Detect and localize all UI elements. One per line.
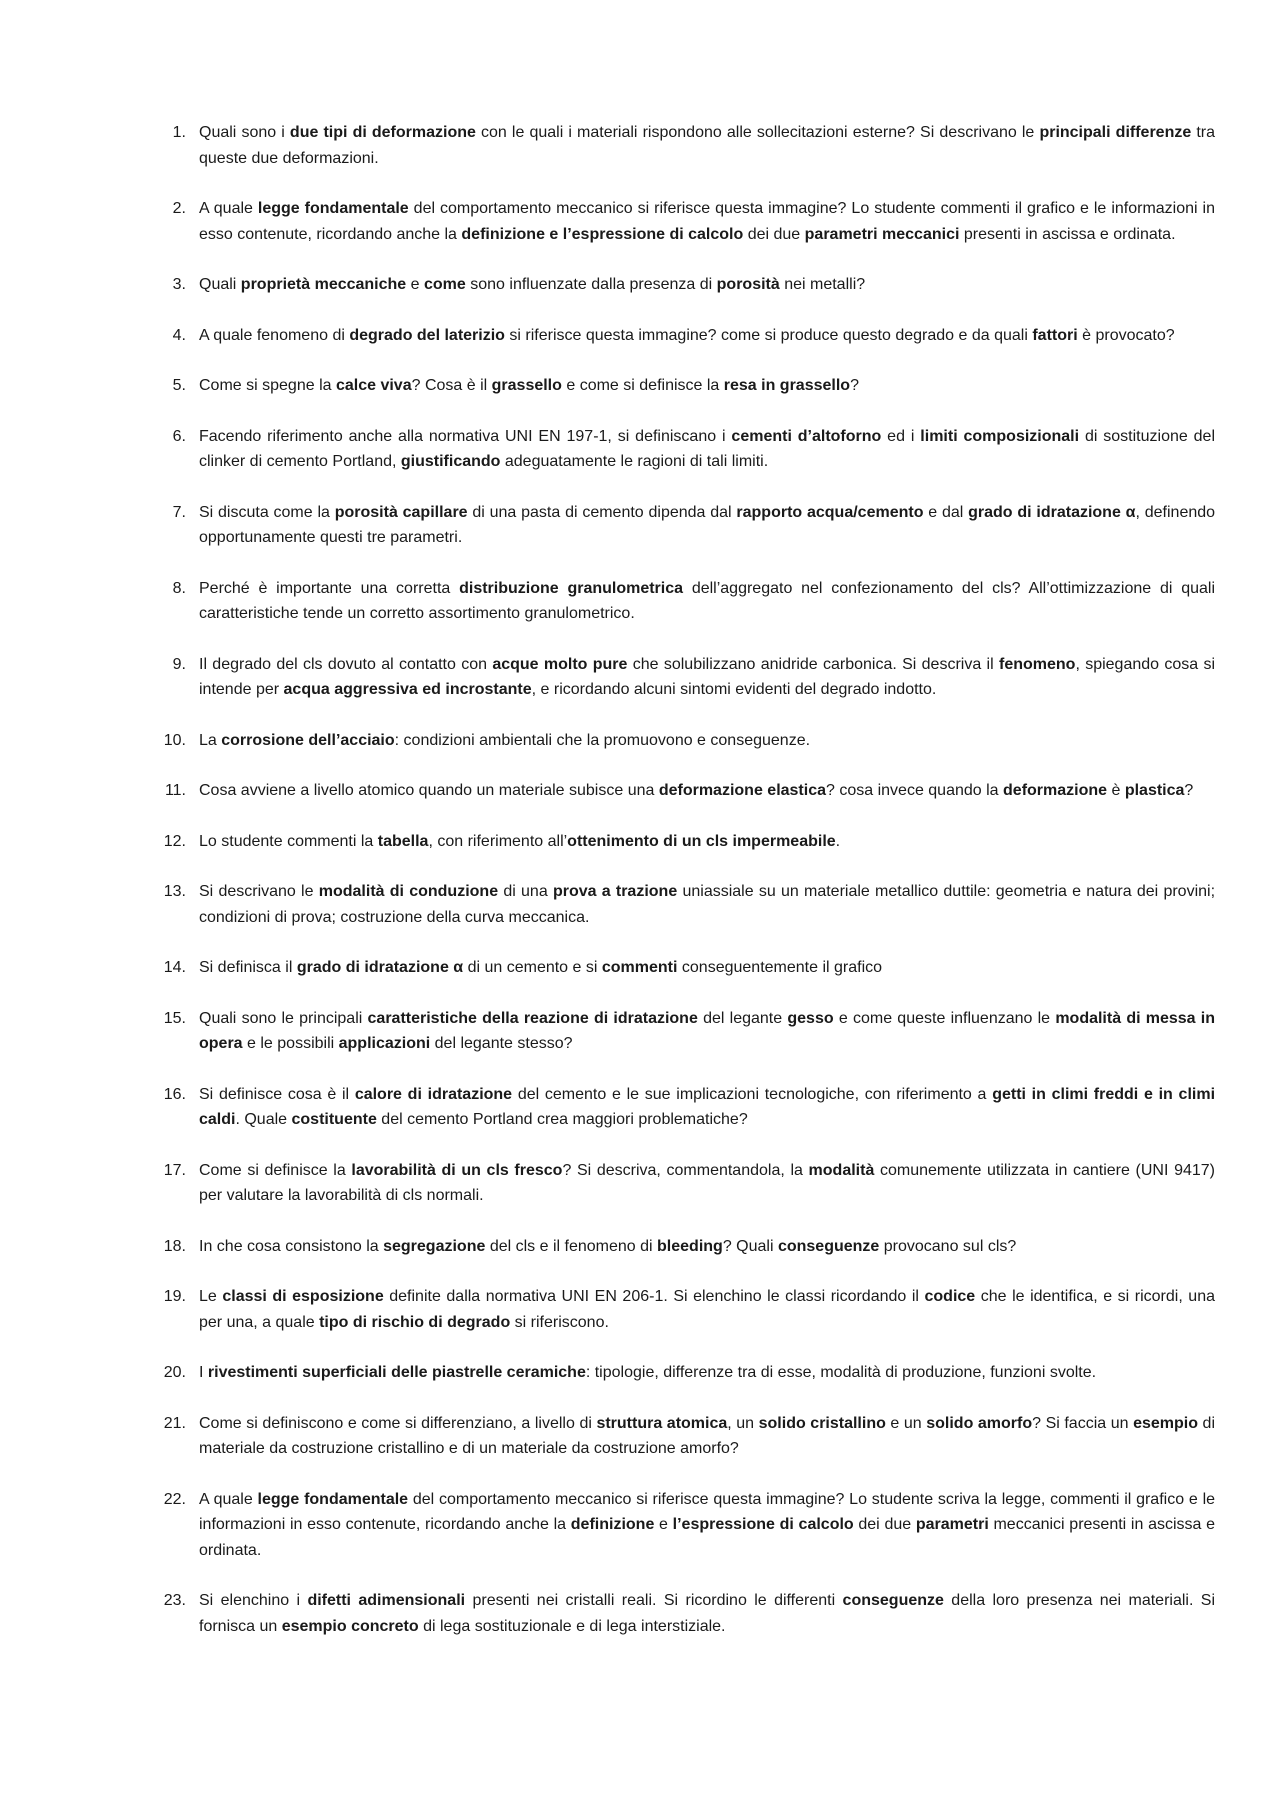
text-run: del legante stesso?: [430, 1035, 573, 1052]
bold-keyword: tipo di rischio di degrado: [319, 1313, 511, 1331]
question-text: [199, 732, 810, 749]
bold-keyword: lavorabilità di un cls fresco: [351, 1161, 563, 1179]
text-run: ? Si faccia un: [1032, 1414, 1134, 1432]
bold-keyword: calore di idratazione: [354, 1085, 513, 1103]
text-run: di materiale da costruzione cristallino e di un materiale da costruzione amorfo?: [199, 1414, 1215, 1457]
question-item: [160, 1588, 1215, 1639]
question-number: 4.: [172, 326, 186, 344]
bold-keyword: conseguenze: [842, 1592, 944, 1609]
bold-keyword: giustificando: [400, 453, 501, 470]
question-item: [160, 500, 1215, 551]
bold-keyword: ottenimento di un cls impermeabile: [567, 832, 836, 850]
text-run: Come si definiscono e come si differenziano, a livello di: [199, 1414, 597, 1432]
text-run: meccanici presenti in ascissa e ordinata.: [199, 1516, 1216, 1559]
question-number: 7.: [172, 503, 186, 521]
bold-keyword: acqua aggressiva ed incrostante: [283, 681, 532, 698]
text-run: Si definisca il: [199, 959, 297, 976]
bold-keyword: costituente: [291, 1111, 377, 1128]
bold-keyword: modalità di conduzione: [318, 883, 499, 900]
text-run: , spiegando cosa si intende per: [199, 655, 1216, 698]
text-run: del comportamento meccanico si riferisce questa immagine? Lo studente commenti il grafico e le informazioni in esso contenute, ricordando anche la: [199, 200, 1216, 243]
question-item: [160, 373, 1215, 399]
text-run: In che cosa consistono la: [199, 1237, 384, 1255]
text-run: Cosa avviene a livello atomico quando un materiale subisce una: [199, 782, 659, 799]
text-run: dell’aggregato nel confezionamento del cls? All’ottimizzazione di quali caratteristiche tende un corretto assortimento granulometrico.: [199, 579, 1215, 622]
text-run: conseguentemente il grafico: [677, 959, 883, 976]
bold-keyword: porosità capillare: [334, 503, 468, 521]
text-run: presenti nei cristalli reali. Si ricordino le differenti: [465, 1592, 843, 1609]
bold-keyword: getti in climi freddi e in climi caldi: [199, 1085, 1216, 1128]
question-item: [160, 652, 1215, 703]
text-run: Come si spegne la: [199, 377, 336, 394]
question-item: [160, 424, 1215, 475]
bold-keyword: conseguenze: [777, 1237, 880, 1255]
text-run: : condizioni ambientali che la promuovono e conseguenze.: [394, 731, 811, 749]
bold-keyword: rapporto acqua/cemento: [736, 503, 924, 521]
text-run: Quali sono le principali: [199, 1009, 368, 1027]
question-text: [199, 504, 1215, 547]
bold-keyword: parametri: [915, 1516, 989, 1533]
bold-keyword: modalità di messa in opera: [199, 1009, 1216, 1052]
text-run: ? Si descriva, commentandola, la: [562, 1161, 809, 1179]
question-item: [160, 955, 1215, 981]
bold-keyword: tabella: [377, 832, 429, 850]
text-run: Si discuta come la: [199, 503, 335, 521]
text-run: I: [199, 1364, 208, 1381]
question-item: [160, 778, 1215, 804]
text-run: , e ricordando alcuni sintomi evidenti del degrado indotto.: [531, 681, 937, 698]
text-run: Quali sono i: [199, 124, 290, 141]
question-number: 23.: [163, 1592, 186, 1609]
bold-keyword: acque molto pure: [492, 655, 628, 673]
bold-keyword: porosità: [716, 276, 780, 293]
question-number: 19.: [163, 1288, 186, 1305]
text-run: Quali: [199, 276, 241, 293]
text-run: del cemento Portland crea maggiori problematiche?: [376, 1111, 748, 1128]
question-text: [199, 327, 1175, 344]
text-run: comunemente utilizzata in cantiere (UNI 9417) per valutare la lavorabilità di cls normali.: [199, 1161, 1215, 1204]
text-run: Lo studente commenti la: [199, 832, 378, 850]
bold-keyword: rivestimenti superficiali delle piastrelle ceramiche: [207, 1364, 586, 1381]
bold-keyword: deformazione: [1003, 782, 1108, 799]
question-text: [199, 377, 859, 394]
text-run: Le: [199, 1288, 223, 1305]
bold-keyword: definizione: [570, 1516, 655, 1533]
text-run: e come si definisce la: [561, 377, 724, 394]
text-run: dei due: [743, 225, 805, 243]
question-number: 22.: [163, 1490, 186, 1508]
bold-keyword: fenomeno: [998, 655, 1076, 673]
bold-keyword: legge fondamentale: [257, 1490, 409, 1508]
question-number: 17.: [163, 1161, 186, 1179]
question-number: 15.: [163, 1009, 186, 1027]
bold-keyword: degrado del laterizio: [349, 326, 505, 344]
bold-keyword: prova a trazione: [552, 883, 678, 900]
text-run: A quale fenomeno di: [199, 326, 350, 344]
question-item: [160, 1082, 1215, 1133]
text-run: e un: [885, 1414, 927, 1432]
bold-keyword: legge fondamentale: [257, 200, 409, 217]
text-run: di una: [498, 883, 553, 900]
question-number: 11.: [164, 782, 186, 799]
question-number: 3.: [172, 276, 186, 293]
bold-keyword: codice: [924, 1288, 976, 1305]
question-item: [160, 1284, 1215, 1335]
bold-keyword: resa in grassello: [723, 377, 851, 394]
bold-keyword: parametri meccanici: [804, 225, 960, 243]
text-run: e: [406, 276, 424, 293]
text-run: dei due: [853, 1516, 916, 1533]
bold-keyword: corrosione dell’acciaio: [221, 731, 395, 749]
text-run: ?: [850, 377, 859, 394]
text-run: Perché è importante una corretta: [199, 579, 460, 597]
bold-keyword: principali differenze: [1039, 124, 1192, 141]
question-text: [199, 1010, 1215, 1053]
bold-keyword: come: [424, 276, 466, 293]
text-run: ed i: [881, 427, 921, 445]
question-text: [199, 782, 1193, 799]
text-run: ?: [1184, 782, 1194, 799]
question-number: 9.: [172, 655, 186, 673]
bold-keyword: grado di idratazione α: [968, 503, 1136, 521]
text-run: del comportamento meccanico si riferisce questa immagine? Lo studente scriva la legge, commenti il grafico e le informazioni in esso contenute, ricordando anche la: [199, 1490, 1216, 1533]
question-text: [199, 1086, 1215, 1129]
question-item: [160, 323, 1215, 349]
question-text: [199, 276, 865, 293]
text-run: A quale: [199, 200, 258, 217]
question-item: [160, 272, 1215, 298]
bold-keyword: definizione e l’espressione di calcolo: [461, 225, 744, 243]
bold-keyword: cementi d’altoforno: [731, 427, 882, 445]
text-run: con le quali i materiali rispondono alle sollecitazioni esterne? Si descrivano le: [475, 124, 1040, 141]
text-run: sono influenzate dalla presenza di: [465, 276, 717, 293]
text-run: definite dalla normativa UNI EN 206-1. Si elenchino le classi ricordando il: [383, 1288, 925, 1305]
bold-keyword: commenti: [601, 959, 678, 976]
text-run: del cemento e le sue implicazioni tecnologiche, con riferimento a: [512, 1085, 993, 1103]
bold-keyword: calce viva: [335, 377, 412, 394]
question-text: [199, 1238, 1016, 1255]
question-text: [199, 883, 1215, 926]
question-number: 20.: [163, 1364, 186, 1381]
question-item: [160, 879, 1215, 930]
bold-keyword: solido cristallino: [758, 1414, 886, 1432]
question-text: [199, 1491, 1215, 1559]
text-run: e come queste influenzano le: [833, 1009, 1056, 1027]
text-run: ? Quali: [722, 1237, 778, 1255]
bold-keyword: due tipi di deformazione: [289, 124, 476, 141]
bold-keyword: limiti composizionali: [920, 427, 1080, 445]
bold-keyword: grado di idratazione α: [296, 959, 464, 976]
question-number: 2.: [172, 200, 186, 217]
question-number: 21.: [163, 1414, 186, 1432]
text-run: è: [1107, 782, 1125, 799]
question-text: [199, 833, 840, 850]
question-number: 12.: [163, 832, 186, 850]
text-run: adeguatamente le ragioni di tali limiti.: [500, 453, 769, 470]
text-run: si riferisce questa immagine? come si produce questo degrado e da quali: [504, 326, 1033, 344]
bold-keyword: difetti adimensionali: [307, 1592, 466, 1609]
text-run: del cls e il fenomeno di: [485, 1237, 658, 1255]
question-number: 8.: [172, 579, 186, 597]
question-text: [199, 428, 1215, 471]
bold-keyword: grassello: [491, 377, 562, 394]
text-run: di un cemento e si: [463, 959, 602, 976]
text-run: : tipologie, differenze tra di esse, modalità di produzione, funzioni svolte.: [585, 1364, 1097, 1381]
text-run: tra queste due deformazioni.: [199, 124, 1216, 167]
text-run: della loro presenza nei materiali. Si fornisca un: [199, 1592, 1216, 1635]
question-item: [160, 1411, 1215, 1462]
question-text: [199, 124, 1215, 167]
question-text: [199, 959, 882, 976]
bold-keyword: deformazione elastica: [658, 782, 826, 799]
text-run: Si descrivano le: [199, 883, 319, 900]
bold-keyword: classi di esposizione: [222, 1288, 384, 1305]
question-text: [199, 1415, 1215, 1458]
text-run: di una pasta di cemento dipenda dal: [467, 503, 737, 521]
text-run: . Quale: [235, 1111, 292, 1128]
text-run: di lega sostituzionale e di lega interstiziale.: [418, 1617, 726, 1635]
text-run: A quale: [199, 1490, 258, 1508]
bold-keyword: segregazione: [383, 1237, 486, 1255]
question-number: 6.: [172, 427, 186, 445]
bold-keyword: distribuzione granulometrica: [459, 579, 684, 597]
text-run: La: [199, 731, 222, 749]
question-number: 16.: [163, 1085, 186, 1103]
text-run: ? Cosa è il: [411, 377, 492, 394]
bold-keyword: bleeding: [657, 1237, 723, 1255]
text-run: .: [835, 832, 841, 850]
question-text: [199, 200, 1215, 243]
text-run: Si definisce cosa è il: [199, 1085, 355, 1103]
question-item: [160, 120, 1215, 171]
text-run: provocano sul cls?: [879, 1237, 1017, 1255]
question-item: [160, 196, 1215, 247]
bold-keyword: solido amorfo: [926, 1414, 1033, 1432]
question-item: [160, 576, 1215, 627]
text-run: è provocato?: [1077, 326, 1175, 344]
text-run: Si elenchino i: [199, 1592, 308, 1609]
question-text: [199, 1162, 1215, 1205]
question-item: [160, 1487, 1215, 1564]
bold-keyword: fattori: [1032, 326, 1078, 344]
text-run: che solubilizzano anidride carbonica. Si descriva il: [627, 655, 999, 673]
text-run: Facendo riferimento anche alla normativa UNI EN 197-1, si definiscano i: [199, 427, 732, 445]
question-number: 14.: [163, 959, 186, 976]
text-run: Come si definisce la: [199, 1161, 352, 1179]
question-text: [199, 1288, 1215, 1331]
bold-keyword: gesso: [787, 1009, 834, 1027]
bold-keyword: l’espressione di calcolo: [672, 1516, 854, 1533]
question-text: [199, 580, 1215, 623]
text-run: , definendo opportunamente questi tre parametri.: [199, 503, 1216, 546]
bold-keyword: applicazioni: [338, 1035, 431, 1052]
question-list: [160, 120, 1215, 1639]
question-text: [199, 656, 1215, 699]
text-run: e dal: [923, 503, 969, 521]
text-run: , con riferimento all’: [428, 832, 568, 850]
text-run: Il degrado del cls dovuto al contatto con: [199, 655, 493, 673]
question-number: 13.: [163, 883, 186, 900]
text-run: di sostituzione del clinker di cemento Portland,: [199, 427, 1215, 470]
text-run: , un: [727, 1414, 759, 1432]
text-run: presenti in ascissa e ordinata.: [959, 225, 1176, 243]
bold-keyword: esempio: [1133, 1414, 1198, 1432]
bold-keyword: struttura atomica: [596, 1414, 728, 1432]
question-item: [160, 1360, 1215, 1386]
bold-keyword: modalità: [808, 1161, 875, 1179]
bold-keyword: proprietà meccaniche: [240, 276, 407, 293]
text-run: uniassiale su un materiale metallico duttile: geometria e natura dei provini; condizioni di prova; costruzione della curva meccanica.: [199, 883, 1216, 926]
question-item: [160, 1006, 1215, 1057]
question-item: [160, 829, 1215, 855]
bold-keyword: esempio concreto: [281, 1617, 419, 1635]
question-item: [160, 1234, 1215, 1260]
text-run: si riferiscono.: [510, 1313, 609, 1331]
question-item: [160, 1158, 1215, 1209]
text-run: nei metalli?: [779, 276, 866, 293]
question-number: 10.: [163, 731, 186, 749]
question-text: [199, 1592, 1215, 1635]
text-run: ? cosa invece quando la: [826, 782, 1004, 799]
question-text: [199, 1364, 1096, 1381]
question-number: 1.: [172, 124, 186, 141]
text-run: e: [654, 1516, 673, 1533]
bold-keyword: caratteristiche della reazione di idratazione: [367, 1009, 698, 1027]
text-run: che le identifica, e si ricordi, una per una, a quale: [199, 1288, 1215, 1331]
bold-keyword: plastica: [1124, 782, 1185, 799]
question-item: [160, 728, 1215, 754]
text-run: e le possibili: [242, 1035, 339, 1052]
question-number: 18.: [163, 1237, 186, 1255]
question-number: 5.: [172, 377, 186, 394]
text-run: del legante: [697, 1009, 788, 1027]
